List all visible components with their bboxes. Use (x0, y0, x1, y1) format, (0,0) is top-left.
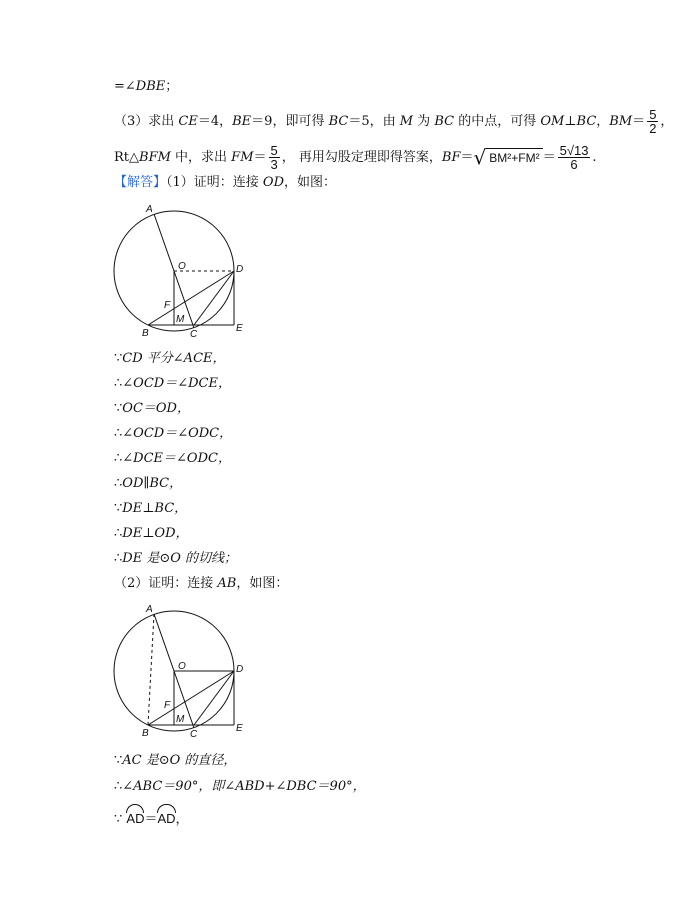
label-b: B (142, 328, 149, 339)
because-symbol: ∵ (114, 501, 123, 516)
proof-line (114, 475, 182, 493)
denominator: 3 (270, 157, 278, 172)
text: ＝4， (197, 114, 233, 129)
proof-line (114, 550, 237, 568)
label-c: C (190, 729, 198, 740)
line-1 (114, 78, 178, 96)
var-bc: BC (576, 114, 597, 129)
text: ＝ (144, 812, 158, 827)
proof-line (114, 425, 232, 443)
segment-ab-dashed (148, 614, 154, 725)
text: OC＝OD， (122, 401, 190, 416)
punct: ； (165, 79, 179, 94)
therefore-symbol: ∴ (114, 551, 123, 566)
proof-line (114, 450, 231, 468)
text: （3）求出 (114, 114, 179, 129)
label-d: D (236, 264, 244, 275)
proof-line (114, 752, 236, 770)
label-f: F (164, 700, 171, 711)
label-a: A (146, 204, 153, 215)
var-bfm: BFM (139, 150, 171, 165)
text: ＝ (542, 150, 556, 165)
geometry-figure-2 (108, 600, 258, 745)
answer-tag: 【解答】 (114, 175, 167, 190)
therefore-symbol: ∴ (114, 451, 123, 466)
var-m: M (399, 114, 414, 129)
text: ＝ (460, 150, 474, 165)
var-bf: BF (441, 150, 461, 165)
text: AC 是⊙O 的直径， (122, 753, 237, 768)
text: DE⊥OD， (122, 526, 189, 541)
line-3 (114, 144, 597, 171)
text: ，如图： (284, 175, 337, 190)
label-o: O (178, 261, 186, 272)
proof-line (114, 400, 190, 418)
geometry-figure-1 (108, 200, 258, 345)
text: 为 (413, 114, 435, 129)
text: OD∥BC， (122, 476, 183, 491)
label-e: E (236, 323, 243, 334)
therefore-symbol: ∴ (114, 779, 123, 794)
perp-symbol: ⊥ (564, 114, 577, 129)
var-fm: FM (231, 150, 254, 165)
therefore-symbol: ∴ (114, 426, 123, 441)
text: （2）证明：连接 (114, 576, 218, 591)
sqrt-content: BM²+FM² (486, 148, 542, 167)
label-m: M (176, 314, 185, 325)
var-bc: BC (328, 114, 349, 129)
label-a: A (146, 604, 153, 615)
equals-sign: = (114, 79, 125, 94)
text: ， (596, 114, 610, 129)
var-om: OM (540, 114, 565, 129)
proof-line (114, 350, 226, 368)
arc-ad: AD (157, 804, 175, 828)
line-arc-equal (114, 804, 189, 829)
fraction-5-2 (647, 108, 658, 135)
denominator: 2 (649, 121, 657, 136)
line-2 (114, 108, 673, 135)
therefore-symbol: ∴ (114, 476, 123, 491)
text: ∠ABC＝90°，即∠ABD+∠DBC＝90°， (122, 779, 366, 794)
var-bm: BM (609, 114, 633, 129)
text: ＝9，即可得 (251, 114, 329, 129)
segment-bd (148, 271, 234, 325)
denominator: 6 (570, 157, 578, 172)
text: DE 是⊙O 的切线； (122, 551, 238, 566)
text: . (592, 150, 597, 165)
numerator: 5 (649, 107, 657, 122)
because-symbol: ∵ (114, 753, 123, 768)
label-e: E (236, 723, 243, 734)
text: 的中点，可得 (454, 114, 541, 129)
text: ， 再用勾股定理即得答案， (281, 150, 442, 165)
proof-line (114, 500, 187, 518)
numerator: 5 (270, 143, 278, 158)
because-symbol: ∵ (114, 351, 123, 366)
radical-sign: √ (473, 145, 487, 170)
label-b: B (142, 728, 149, 739)
text: 中，求出 (170, 150, 232, 165)
label-d: D (236, 664, 244, 675)
var-ce: CE (178, 114, 198, 129)
proof-line (114, 525, 189, 543)
var-od: OD (262, 175, 285, 190)
text: ， (175, 812, 189, 827)
arc-ad: AD (126, 804, 144, 828)
line-4 (114, 174, 336, 192)
text: ， (660, 114, 673, 129)
label-o: O (178, 661, 186, 672)
text: ∠DCE＝∠ODC， (122, 451, 231, 466)
text: ∠OCD＝∠DCE， (122, 376, 231, 391)
text: CD 平分∠ACE， (122, 351, 226, 366)
var-bc: BC (434, 114, 455, 129)
text: ∠OCD＝∠ODC， (122, 426, 233, 441)
label-f: F (164, 300, 171, 311)
therefore-symbol: ∴ (114, 376, 123, 391)
var-ab: AB (217, 576, 237, 591)
numerator: 5√13 (559, 143, 589, 158)
segment-bd (148, 671, 234, 725)
fraction-5-3 (269, 144, 280, 171)
line-part2 (114, 575, 288, 593)
text: DE⊥BC， (122, 501, 188, 516)
text: ＝ (632, 114, 646, 129)
proof-line (114, 375, 231, 393)
text: （1）证明：连接 (166, 175, 263, 190)
label-m: M (176, 714, 185, 725)
proof-line (114, 778, 366, 796)
text: Rt△ (114, 150, 140, 165)
text: ＝5，由 (348, 114, 400, 129)
therefore-symbol: ∴ (114, 526, 123, 541)
text: ，如图： (236, 576, 289, 591)
var-be: BE (232, 114, 252, 129)
label-c: C (190, 329, 198, 340)
because-symbol: ∵ (114, 401, 123, 416)
text: ＝ (253, 150, 267, 165)
because-symbol: ∵ (114, 812, 127, 827)
fraction-5sqrt13-6 (558, 144, 591, 171)
angle-dbe: ∠DBE (124, 79, 166, 94)
